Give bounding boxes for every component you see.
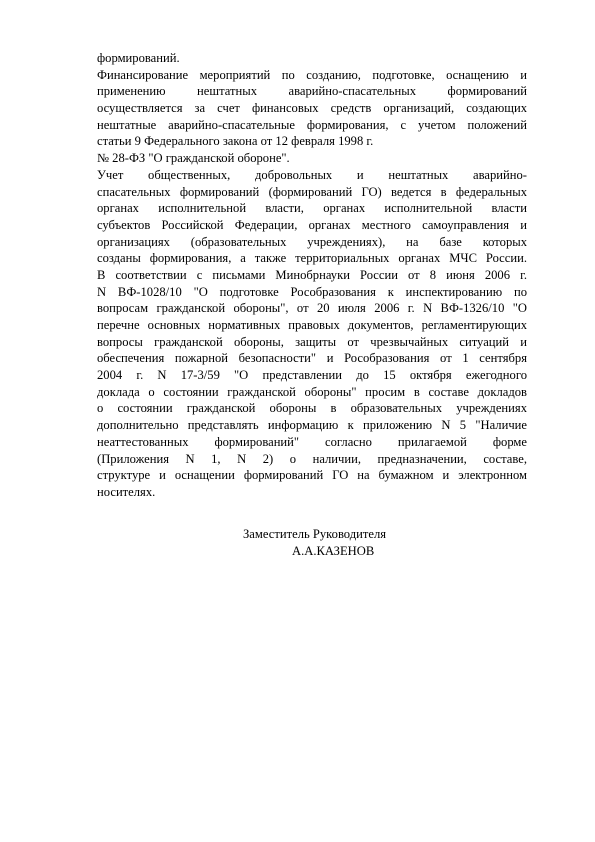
signature-title: Заместитель Руководителя: [243, 527, 387, 541]
document-line: формирований.: [97, 51, 180, 65]
document-line: субъектов Российской Федерации, органах местного самоуправления и: [97, 217, 527, 232]
document-line: неаттестованных формирований" согласно прилагаемой форме: [97, 434, 527, 449]
document-line: органах исполнительной власти, органах исполнительной власти: [97, 201, 527, 216]
document-line: нештатные аварийно-спасательные формирования, с учетом положений: [97, 117, 527, 132]
document-line: доклада о состоянии гражданской обороны" просим в составе докладов: [97, 384, 527, 399]
document-line: № 28-ФЗ "О гражданской обороне".: [97, 151, 290, 166]
document-line: вопросам гражданской обороны", от 20 июля 2006 г. N ВФ-1326/10 "О: [97, 301, 527, 316]
document-line: спасательных формирований (формирований ГО) ведется в федеральных: [97, 184, 527, 199]
document-line: применению нештатных аварийно-спасательных формирований: [97, 84, 527, 99]
signature-name: А.А.КАЗЕНОВ: [292, 544, 375, 558]
document-line: осуществляется за счет финансовых средств организаций, создающих: [97, 101, 527, 116]
document-line: N ВФ-1028/10 "О подготовке Рособразования к инспектированию по: [97, 284, 527, 299]
document-line: организациях (образовательных учреждениях), на базе которых: [97, 234, 527, 249]
document-line: носителях.: [97, 484, 156, 499]
document-line: Финансирование мероприятий по созданию, подготовке, оснащению и: [97, 67, 527, 82]
document-body: [97, 50, 527, 501]
document-line: перечне основных нормативных правовых документов, регламентирующих: [97, 318, 527, 332]
document-line: статьи 9 Федерального закона от 12 февраля 1998 г.: [97, 134, 374, 149]
document-line: 2004 г. N 17-3/59 "О представлении до 15 октября ежегодного: [97, 368, 527, 383]
document-line: созданы формирования, а также территориальных органах МЧС России.: [97, 251, 527, 266]
document-line: о состоянии гражданской обороны в образовательных учреждениях: [97, 401, 527, 416]
document-line: структуре и оснащении формирований ГО на бумажном и электронном: [97, 468, 527, 483]
document-line: (Приложения N 1, N 2) о наличии, предназначении, составе,: [97, 451, 527, 466]
document-line: В соответствии с письмами Минобрнауки России от 8 июня 2006 г.: [97, 267, 527, 282]
document-line: вопросы гражданской обороны, защиты от чрезвычайных ситуаций и: [97, 334, 527, 349]
document-line: дополнительно представлять информацию к приложению N 5 "Наличие: [97, 418, 527, 433]
document-line: обеспечения пожарной безопасности" и Рособразования от 1 сентября: [97, 351, 527, 366]
document-line: Учет общественных, добровольных и нештатных аварийно-: [97, 167, 527, 182]
